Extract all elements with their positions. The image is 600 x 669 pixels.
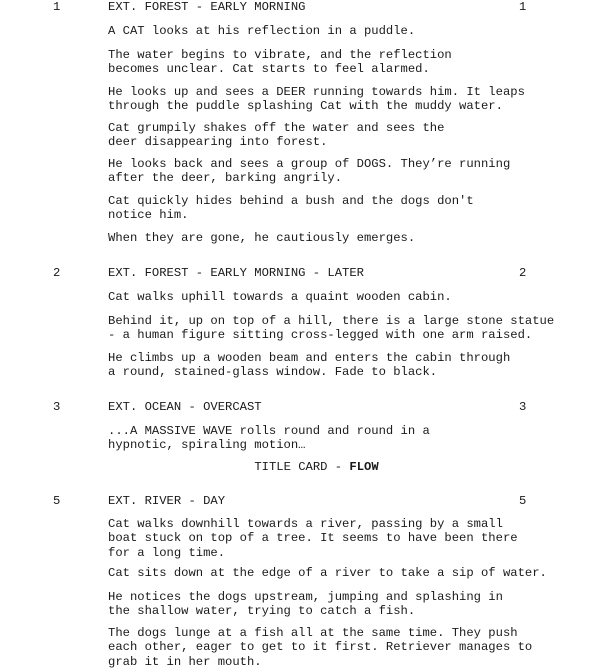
scene-number-right: 2 bbox=[519, 266, 527, 280]
action-paragraph: When they are gone, he cautiously emerges. bbox=[108, 231, 416, 245]
scene-number-left: 2 bbox=[53, 266, 61, 280]
scene-heading-row bbox=[0, 266, 600, 281]
action-paragraph: He notices the dogs upstream, jumping and splashing in the shallow water, trying to catch a fish. bbox=[108, 590, 503, 619]
action-paragraph: Cat walks uphill towards a quaint wooden cabin. bbox=[108, 290, 452, 304]
action-paragraph: Behind it, up on top of a hill, there is a large stone statue - a human figure sitting cross-legged with one arm raised. bbox=[108, 314, 555, 343]
action-paragraph: Cat walks downhill towards a river, passing by a small boat stuck on top of a tree. It seems to have been there for a long time. bbox=[108, 517, 518, 560]
scene-number-left: 3 bbox=[53, 400, 61, 414]
scene-heading-row bbox=[0, 400, 600, 415]
action-paragraph: He looks back and sees a group of DOGS. They’re running after the deer, barking angrily. bbox=[108, 157, 511, 186]
scene-number-right: 1 bbox=[519, 0, 527, 14]
action-paragraph: The water begins to vibrate, and the reflection becomes unclear. Cat starts to feel alarmed. bbox=[108, 48, 452, 77]
scene-heading: EXT. RIVER - DAY bbox=[108, 494, 226, 508]
action-paragraph: He looks up and sees a DEER running towards him. It leaps through the puddle splashing Cat with the muddy water. bbox=[108, 85, 525, 114]
action-paragraph: A CAT looks at his reflection in a puddle. bbox=[108, 24, 416, 38]
scene-heading-row bbox=[0, 0, 600, 15]
scene-number-left: 5 bbox=[53, 494, 61, 508]
action-paragraph: Cat sits down at the edge of a river to take a sip of water. bbox=[108, 566, 547, 580]
scene-heading: EXT. FOREST - EARLY MORNING - LATER bbox=[108, 266, 364, 280]
action-paragraph: Cat grumpily shakes off the water and sees the deer disappearing into forest. bbox=[108, 121, 445, 150]
action-paragraph: Cat quickly hides behind a bush and the dogs don't notice him. bbox=[108, 194, 474, 223]
scene-heading: EXT. OCEAN - OVERCAST bbox=[108, 400, 262, 414]
scene-heading-row bbox=[0, 494, 600, 509]
action-paragraph: ...A MASSIVE WAVE rolls round and round in a hypnotic, spiraling motion… bbox=[108, 424, 430, 453]
scene-number-right: 3 bbox=[519, 400, 527, 414]
scene-heading: EXT. FOREST - EARLY MORNING bbox=[108, 0, 306, 14]
title-card-name: FLOW bbox=[349, 460, 379, 474]
action-paragraph: He climbs up a wooden beam and enters the cabin through a round, stained-glass window. Fade to black. bbox=[108, 351, 511, 380]
title-card bbox=[0, 460, 600, 474]
action-paragraph: The dogs lunge at a fish all at the same time. They push each other, eager to get to it first. Retriever manages to grab it in her mouth. bbox=[108, 626, 533, 669]
scene-number-right: 5 bbox=[519, 494, 527, 508]
title-card-prefix: TITLE CARD - bbox=[254, 460, 350, 474]
scene-number-left: 1 bbox=[53, 0, 61, 14]
